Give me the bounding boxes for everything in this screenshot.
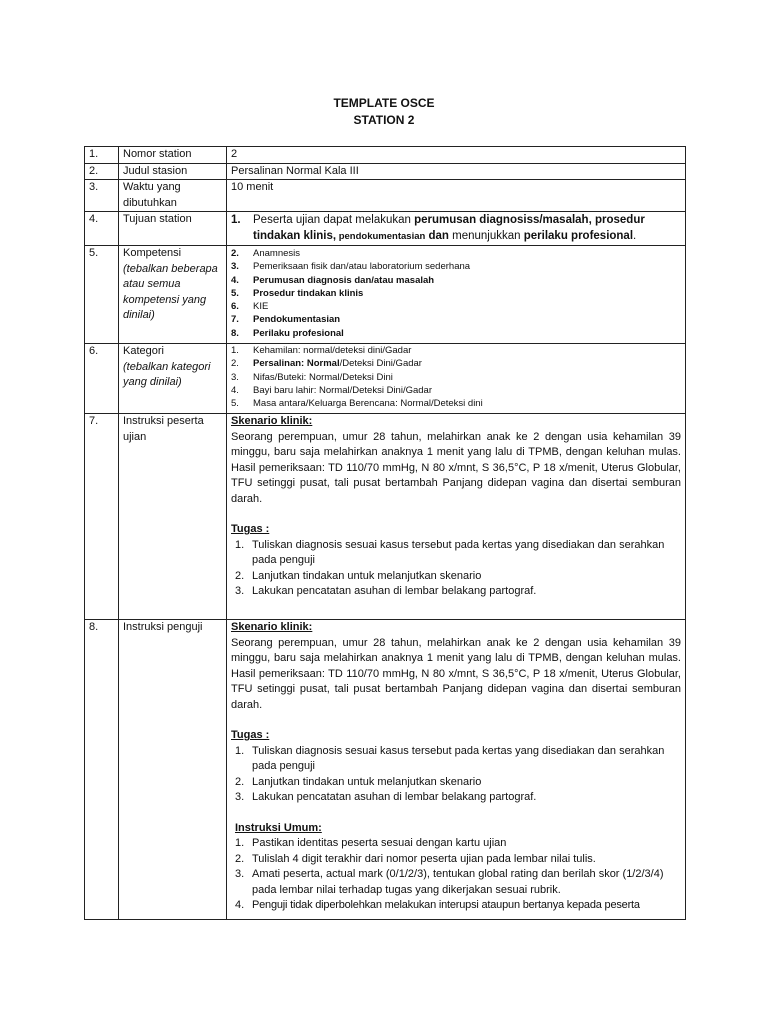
list-number: 1. — [231, 214, 241, 226]
table-row — [85, 180, 686, 212]
row-label — [119, 246, 227, 344]
row-label: Nomor station — [119, 147, 227, 164]
row-label: Judul stasion — [119, 163, 227, 180]
row-value: Persalinan Normal Kala III — [227, 163, 686, 180]
list-item: Persalinan: Normal/Deteksi Dini/Gadar — [253, 358, 422, 370]
row-value: 10 menit — [227, 180, 686, 212]
category-list: 1. Kehamilan: normal/deteksi dini/Gadar 2. Persalinan: Normal/Deteksi Dini/Gadar 3. Nifas/Buteki: Normal/Deteksi Dini 4. Bayi baru lahir: Normal/Deteksi Dini/Gadar 5. Masa antara/Keluarga Berencana: Normal/Deteksi dini — [227, 344, 686, 414]
document-title: TEMPLATE OSCE — [333, 96, 435, 110]
row-number: 7. — [85, 414, 119, 620]
list-item: Tuliskan diagnosis sesuai kasus tersebut pada kertas yang disediakan dan serahkan pada penguji — [252, 538, 665, 566]
list-item: Perilaku profesional — [253, 327, 344, 339]
row-number: 1. — [85, 147, 119, 164]
list-item: Bayi baru lahir: Normal/Deteksi Dini/Gadar — [253, 384, 432, 396]
category-label: Kategori — [123, 345, 164, 357]
list-item: Kehamilan: normal/deteksi dini/Gadar — [253, 345, 412, 356]
table-row — [85, 414, 686, 620]
table-row — [85, 147, 686, 164]
list-item: Lanjutkan tindakan untuk melanjutkan skenario — [252, 569, 482, 582]
competency-list: 2. Anamnesis 3. Pemeriksaan fisik dan/atau laboratorium sederhana 4. Perumusan diagnosis dan/atau masalah 5. Prosedur tindakan klinis 6. KIE 7. Pendokumentasian 8. Perilaku profesional — [227, 246, 686, 344]
scenario-text: Seorang perempuan, umur 28 tahun, melahirkan anak ke 2 dengan usia kehamilan 39 minggu, baru saja melahirkan anaknya 1 menit yang lalu di TPMB, dengan keluhan mulas. Hasil pemeriksaan: TD 110/70 mmHg, N 80 x/mnt, S 36,5°C, P 18 x/menit, Uterus Globular, TFU setinggi pusat, tali pusat bertambah Panjang didepan vagina dan disertai semburan darah. — [231, 636, 681, 711]
table-row — [85, 620, 686, 920]
scenario-text: Seorang perempuan, umur 28 tahun, melahirkan anak ke 2 dengan usia kehamilan 39 minggu, baru saja melahirkan anaknya 1 menit yang lalu di TPMB, dengan keluhan mulas. Hasil pemeriksaan: TD 110/70 mmHg, N 80 x/mnt, S 36,5°C, P 18 x/menit, Uterus Globular, TFU setinggi pusat, tali pusat bertambah Panjang didepan vagina dan disertai semburan darah. — [231, 430, 681, 505]
tasks-title: Tugas : — [231, 729, 270, 741]
station-subtitle: STATION 2 — [353, 113, 415, 127]
list-item: Perumusan diagnosis dan/atau masalah — [253, 274, 435, 286]
row-label: Waktu yang dibutuhkan — [119, 180, 227, 212]
scenario-title: Skenario klinik: — [231, 415, 313, 427]
list-item: Pendokumentasian — [253, 314, 341, 326]
list-item: Masa antara/Keluarga Berencana: Normal/Deteksi dini — [253, 398, 483, 410]
list-item: Pemeriksaan fisik dan/atau laboratorium sederhana — [253, 261, 471, 273]
row-number: 2. — [85, 163, 119, 180]
row-value: 2 — [227, 147, 686, 164]
list-item: Penguji tidak diperbolehkan melakukan interupsi ataupun bertanya kepada peserta — [252, 899, 640, 911]
list-item: KIE — [253, 301, 269, 313]
row-number: 6. — [85, 344, 119, 414]
row-number: 4. — [85, 212, 119, 246]
category-note: (tebalkan kategori yang dinilai) — [123, 360, 211, 388]
row-number: 5. — [85, 246, 119, 344]
list-item: Anamnesis — [253, 248, 300, 259]
row-number: 3. — [85, 180, 119, 212]
table-row — [85, 163, 686, 180]
row-label: Tujuan station — [119, 212, 227, 246]
list-item: Lanjutkan tindakan untuk melanjutkan skenario — [252, 775, 482, 788]
competency-note: (tebalkan beberapa atau semua kompetensi yang dinilai) — [123, 262, 218, 321]
tasks-title: Tugas : — [231, 523, 270, 535]
list-item: Amati peserta, actual mark (0/1/2/3), tentukan global rating dan berilah skor (1/2/3/4) pada lembar nilai terhadap tugas yang dikerjakan sesuai rubrik. — [252, 868, 664, 896]
station-objective: Peserta ujian dapat melakukan perumusan diagnosiss/masalah, prosedur tindakan klinis, pendokumentasian dan menunjukkan perilaku profesional. — [253, 214, 645, 242]
scenario-title: Skenario klinik: — [231, 621, 313, 633]
examiner-instructions: Skenario klinik: Seorang perempuan, umur 28 tahun, melahirkan anak ke 2 dengan usia kehamilan 39 minggu, baru saja melahirkan anaknya 1 menit yang lalu di TPMB, dengan keluhan mulas. Hasil pemeriksaan: TD 110/70 mmHg, N 80 x/mnt, S 36,5°C, P 18 x/menit, Uterus Globular, TFU setinggi pusat, tali pusat bertambah Panjang didepan vagina dan disertai semburan darah. Tugas : 1. Tuliskan diagnosis sesuai kasus tersebut pada kertas yang disediakan dan serahkan pada penguji 2. Lanjutkan tindakan untuk melanjutkan skenario 3. Lakukan pencatatan asuhan di lembar belakang partograf. Instruksi Umum: 1. Pastikan identitas peserta sesuai dengan kartu ujian 2. Tulislah 4 digit terakhir dari nomor peserta ujian pada lembar nilai tulis. 3. Amati peserta, actual mark (0/1/2/3), tentukan global rating dan berilah skor (1/2/3/4) pada lembar nilai terhadap tugas yang dikerjakan sesuai rubrik. 4. Penguji tidak diperbolehkan melakukan interupsi ataupun bertanya kepada peserta — [227, 620, 686, 920]
row-label: Instruksi penguji — [119, 620, 227, 920]
list-item: Lakukan pencatatan asuhan di lembar belakang partograf. — [252, 585, 537, 597]
row-value — [227, 212, 686, 246]
list-item: Tulislah 4 digit terakhir dari nomor peserta ujian pada lembar nilai tulis. — [252, 852, 596, 865]
list-item: Nifas/Buteki: Normal/Deteksi Dini — [253, 371, 393, 383]
list-item: Pastikan identitas peserta sesuai dengan kartu ujian — [252, 837, 507, 849]
table-row — [85, 212, 686, 246]
row-number: 8. — [85, 620, 119, 920]
row-label — [119, 344, 227, 414]
list-item: Tuliskan diagnosis sesuai kasus tersebut pada kertas yang disediakan dan serahkan pada penguji — [252, 744, 665, 772]
row-label: Instruksi peserta ujian — [119, 414, 227, 620]
list-item: Prosedur tindakan klinis — [253, 287, 364, 299]
list-item: Lakukan pencatatan asuhan di lembar belakang partograf. — [252, 791, 537, 803]
participant-instructions: Skenario klinik: Seorang perempuan, umur 28 tahun, melahirkan anak ke 2 dengan usia kehamilan 39 minggu, baru saja melahirkan anaknya 1 menit yang lalu di TPMB, dengan keluhan mulas. Hasil pemeriksaan: TD 110/70 mmHg, N 80 x/mnt, S 36,5°C, P 18 x/menit, Uterus Globular, TFU setinggi pusat, tali pusat bertambah Panjang didepan vagina dan disertai semburan darah. Tugas : 1. Tuliskan diagnosis sesuai kasus tersebut pada kertas yang disediakan dan serahkan pada penguji 2. Lanjutkan tindakan untuk melanjutkan skenario 3. Lakukan pencatatan asuhan di lembar belakang partograf. — [227, 414, 686, 620]
competency-label: Kompetensi — [123, 247, 182, 259]
table-row — [85, 246, 686, 344]
general-instructions-title: Instruksi Umum: — [235, 821, 322, 834]
osce-template-table — [84, 146, 686, 920]
table-row — [85, 344, 686, 414]
